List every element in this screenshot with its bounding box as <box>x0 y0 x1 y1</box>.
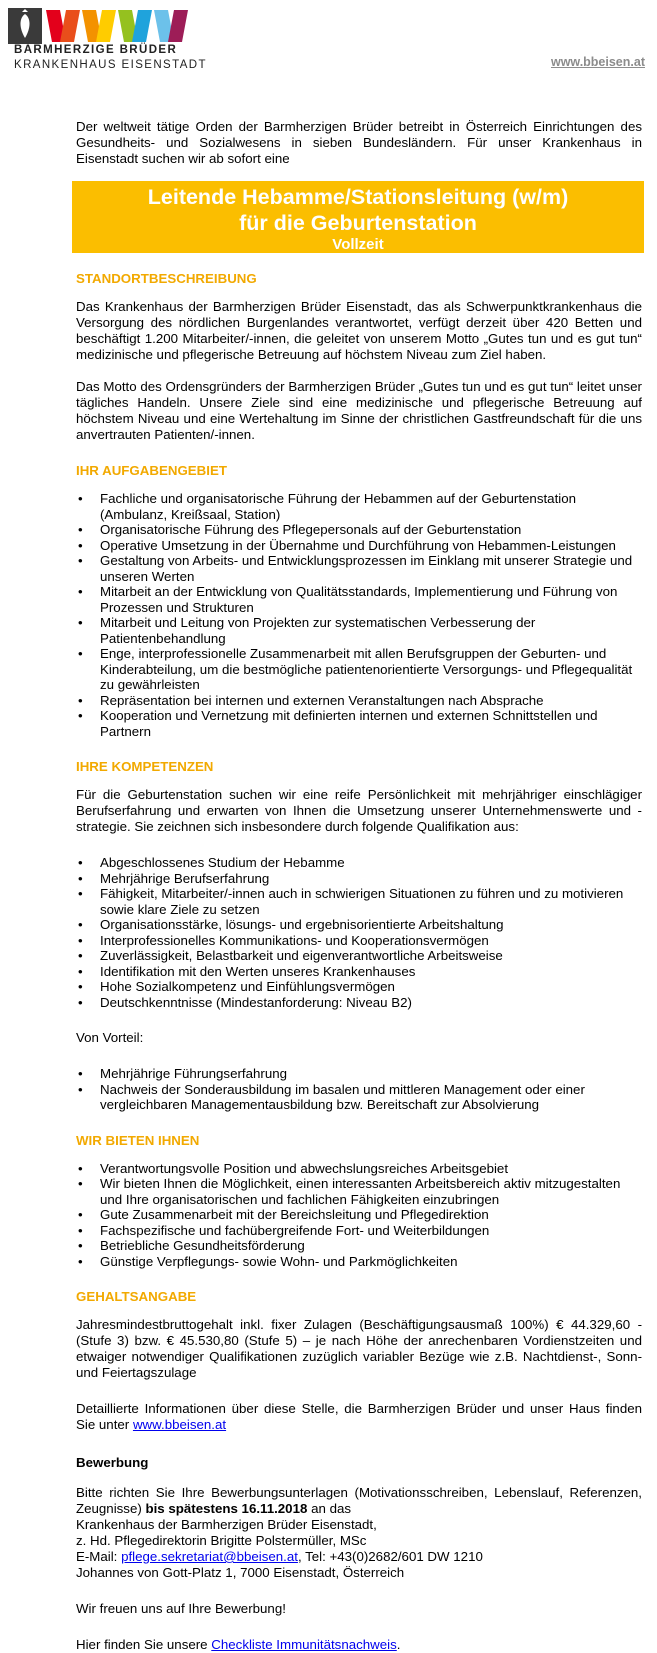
info-paragraph <box>76 1401 642 1433</box>
intro-text: Der weltweit tätige Orden der Barmherzigen Brüder betreibt in Österreich Einrichtungen des Gesundheits- und Sozialwesens in sieben Bundesländern. Für unser Krankenhaus in Eisenstadt suchen wir ab sofort eine <box>76 119 642 166</box>
bewerbung-text: Bitte richten Sie Ihre Bewerbungsunterlagen (Motivationsschreiben, Lebenslauf, Referenzen, Zeugnisse) <box>76 1485 642 1516</box>
list-item: • Fähigkeit, Mitarbeiter/-innen auch in schwierigen Situationen zu führen und zu motivieren sowie klare Ziele zu setzen <box>76 886 642 917</box>
list-item: • Kooperation und Vernetzung mit definierten internen und externen Schnittstellen und Partnern <box>76 708 642 739</box>
checklist-prefix: Hier finden Sie unsere <box>76 1637 208 1652</box>
section-heading-kompetenzen: IHRE KOMPETENZEN <box>76 759 214 774</box>
job-title-line2: für die Geburtenstation <box>239 211 477 235</box>
phone-text: , Tel: +43(0)2682/601 DW 1210 <box>297 1549 483 1564</box>
info-website-link[interactable]: www.bbeisen.at <box>132 1417 227 1432</box>
list-item: • Repräsentation bei internen und externen Veranstaltungen nach Absprache <box>76 693 642 709</box>
bewerbung-deadline: bis spätestens 16.11.2018 <box>145 1501 308 1516</box>
section-heading-gehalt: GEHALTSANGABE <box>76 1289 197 1304</box>
gehalt-text: Jahresmindestbruttogehalt inkl. fixer Zulagen (Beschäftigungsausmaß 100%) € 44.329,60 - (Stufe 3) bzw. € 45.530,80 (Stufe 5) – je nach Höhe der anrechenbaren Vordienstzeiten und etwaiger notwendiger Qualifikationen zuzüglich variabler Bezüge wie z.B. Nachtdienst-, Sonn- und Feiertagszulage <box>76 1317 642 1380</box>
list-item: • Identifikation mit den Werten unseres Krankenhauses <box>76 964 642 980</box>
logo-title: BARMHERZIGE BRÜDER <box>14 44 178 56</box>
standort-paragraph-2: Das Motto des Ordensgründers der Barmherzigen Brüder „Gutes tun und es gut tun“ leitet unser tägliches Handeln. Unsere Ziele sind eine medizinische und pflegerische Betreuung auf höchstem Niveau und eine Wertehaltung im Sinne der christlichen Gastfreundschaft für die uns anvertrauten Patienten/-innen. <box>76 379 642 442</box>
page-header <box>0 0 657 100</box>
standort-paragraph-1: Das Krankenhaus der Barmherzigen Brüder Eisenstadt, das als Schwerpunktkrankenhaus die Versorgung des nördlichen Burgenlandes verantwortet, verfügt derzeit über 420 Betten und beschäftigt 1.200 Mitarbeiter/-innen, die geleitet von unserem Motto „Gutes tun und es gut tun“ medizinische und pflegerische Betreuung auf höchstem Niveau zum Ziel haben. <box>76 299 642 362</box>
stripe-2 <box>60 10 80 42</box>
job-title-line1: Leitende Hebamme/Stationsleitung (w/m) <box>147 185 569 209</box>
list-item: • Betriebliche Gesundheitsförderung <box>76 1238 642 1254</box>
vorteil-label: Von Vorteil: <box>76 1030 144 1045</box>
list-item: • Fachliche und organisatorische Führung der Hebammen auf der Geburtenstation (Ambulanz, Kreißsaal, Station) <box>76 491 642 522</box>
list-item: • Verantwortungsvolle Position und abwechslungsreiches Arbeitsgebiet <box>76 1161 642 1177</box>
list-item: • Mehrjährige Führungserfahrung <box>76 1066 642 1082</box>
job-type: Vollzeit <box>332 236 384 253</box>
list-item: • Gestaltung von Arbeits- und Entwicklungsprozessen im Einklang mit unserer Strategie und unseren Werten <box>76 553 642 584</box>
list-item: • Organisationsstärke, lösungs- und ergebnisorientierte Arbeitshaltung <box>76 917 642 933</box>
list-item: • Operative Umsetzung in der Übernahme und Durchführung von Hebammen-Leistungen <box>76 538 642 554</box>
section-heading-bewerbung: Bewerbung <box>76 1455 149 1470</box>
list-item: • Deutschkenntnisse (Mindestanforderung: Niveau B2) <box>76 995 642 1011</box>
logo-graphic <box>8 6 198 46</box>
list-item: • Organisatorische Führung des Pflegepersonals auf der Geburtenstation <box>76 522 642 538</box>
list-item: • Wir bieten Ihnen die Möglichkeit, einen interessanten Arbeitsbereich aktiv mitzugestalten und Ihre organisatorischen und fachlichen Fähigkeiten einzubringen <box>76 1176 642 1207</box>
closing-text: Wir freuen uns auf Ihre Bewerbung! <box>76 1601 286 1616</box>
list-item: • Enge, interprofessionelle Zusammenarbeit mit allen Berufsgruppen der Geburten- und Kinderabteilung, um die bestmögliche patientenorientierte Versorgungs- und Pflegequalität zu gewährleisten <box>76 646 642 693</box>
list-item: • Hohe Sozialkompetenz und Einfühlungsvermögen <box>76 979 642 995</box>
address-line-1: Krankenhaus der Barmherzigen Brüder Eisenstadt, <box>76 1517 377 1532</box>
info-text: Detaillierte Informationen über diese Stelle, die Barmherzigen Brüder und unser Haus finden Sie unter <box>76 1401 642 1432</box>
section-heading-standort: STANDORTBESCHREIBUNG <box>76 271 257 286</box>
checklist-suffix: . <box>396 1637 401 1652</box>
vorteil-list <box>76 1066 642 1113</box>
email-label: E-Mail: <box>76 1549 118 1564</box>
bewerbung-paragraph <box>76 1485 642 1581</box>
main-content <box>76 119 642 1653</box>
list-item: • Fachspezifische und fachübergreifende Fort- und Weiterbildungen <box>76 1223 642 1239</box>
stripe-8 <box>168 10 188 42</box>
list-item: • Abgeschlossenes Studium der Hebamme <box>76 855 642 871</box>
list-item: • Zuverlässigkeit, Belastbarkeit und eigenverantwortliche Arbeitsweise <box>76 948 642 964</box>
email-link[interactable]: pflege.sekretariat@bbeisen.at <box>121 1549 298 1564</box>
website-link[interactable]: www.bbeisen.at <box>550 55 645 69</box>
list-item: • Mitarbeit und Leitung von Projekten zur systematischen Verbesserung der Patientenbehandlung <box>76 615 642 646</box>
stripe-6 <box>132 10 152 42</box>
list-item: • Nachweis der Sonderausbildung im basalen und mittleren Management oder einer vergleichbaren Managementausbildung bzw. Bereitschaft zur Absolvierung <box>76 1082 642 1113</box>
job-title-banner <box>72 181 644 253</box>
checklist-link[interactable]: Checkliste Immunitätsnachweis <box>211 1637 397 1652</box>
list-item: • Günstige Verpflegungs- sowie Wohn- und Parkmöglichkeiten <box>76 1254 642 1270</box>
stripe-4 <box>96 10 116 42</box>
list-item: • Mehrjährige Berufserfahrung <box>76 871 642 887</box>
bewerbung-text-after: an das <box>311 1501 352 1516</box>
logo-subtitle: KRANKENHAUS EISENSTADT <box>14 59 207 71</box>
kompetenzen-intro: Für die Geburtenstation suchen wir eine reife Persönlichkeit mit mehrjähriger einschlägiger Berufserfahrung und erwarten von Ihnen die Umsetzung unserer Unternehmenswerte und -strategie. Sie zeichnen sich insbesondere durch folgende Qualifikation aus: <box>76 787 642 834</box>
list-item: • Mitarbeit an der Entwicklung von Qualitätsstandards, Implementierung und Führung von Prozessen und Strukturen <box>76 584 642 615</box>
checklist-paragraph <box>76 1637 642 1653</box>
list-item: • Interprofessionelles Kommunikations- und Kooperationsvermögen <box>76 933 642 949</box>
list-item: • Gute Zusammenarbeit mit der Bereichsleitung und Pflegedirektion <box>76 1207 642 1223</box>
kompetenzen-list <box>76 855 642 1010</box>
section-heading-bieten: WIR BIETEN IHNEN <box>76 1132 200 1148</box>
bieten-list <box>76 1161 642 1270</box>
address-line-3: Johannes von Gott-Platz 1, 7000 Eisenstadt, Österreich <box>76 1565 405 1580</box>
section-heading-aufgaben: IHR AUFGABENGEBIET <box>76 463 227 478</box>
address-line-2: z. Hd. Pflegedirektorin Brigitte Polstermüller, MSc <box>76 1533 367 1548</box>
aufgaben-list <box>76 491 642 739</box>
